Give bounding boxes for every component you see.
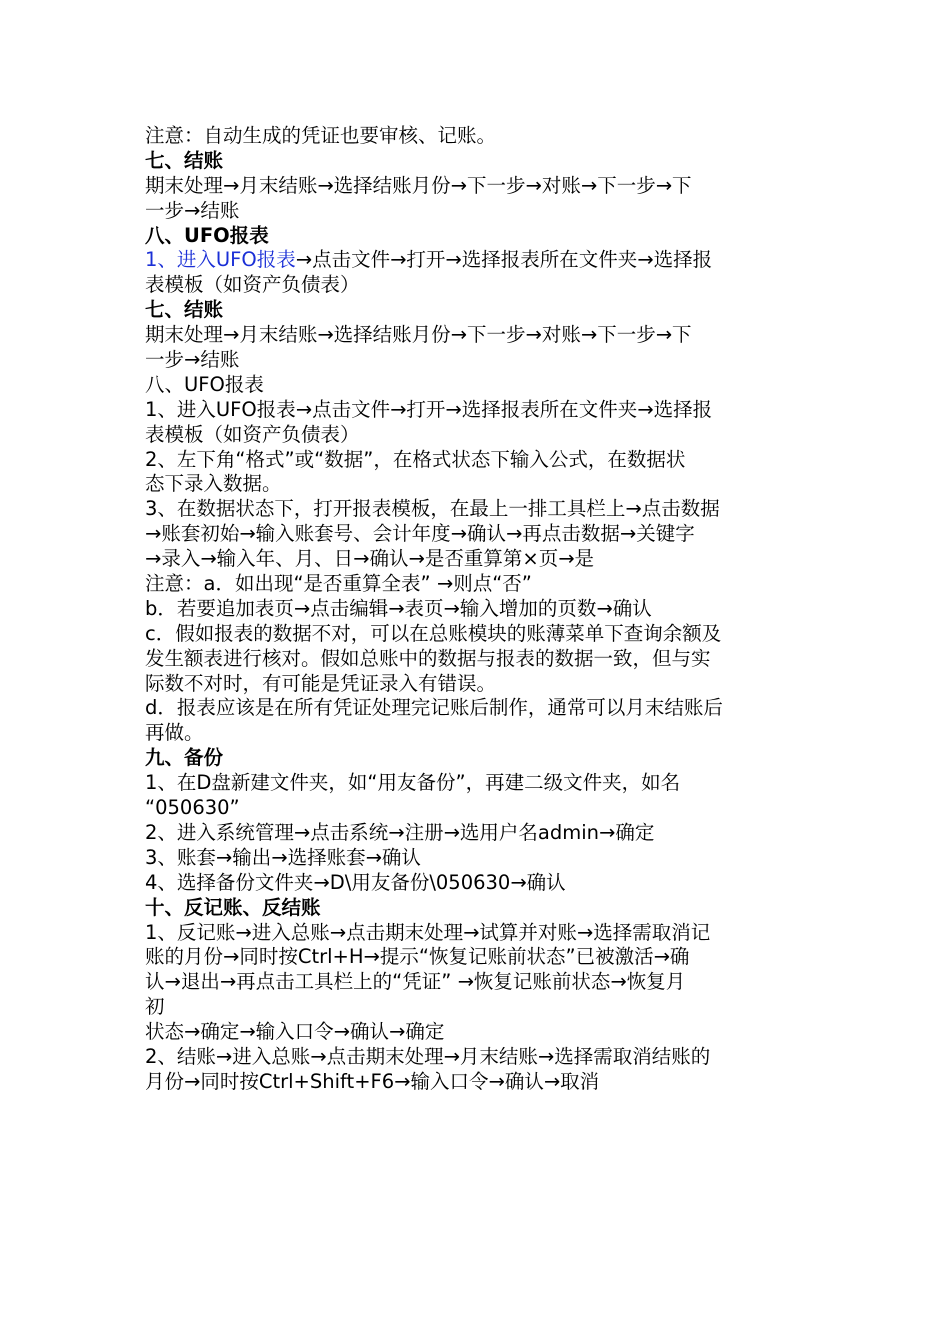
text-line (145, 647, 810, 672)
text-line (145, 871, 810, 896)
line-text: 1、进入UFO报表→点击文件→打开→选择报表所在文件夹→选择报 (145, 397, 713, 421)
text-line (145, 497, 810, 522)
link-text[interactable]: 1、进入UFO报表 (145, 248, 296, 272)
line-text: 七、结账 (145, 148, 224, 172)
document-body (145, 124, 810, 1095)
text-line (145, 970, 810, 995)
line-text: d．报表应该是在所有凭证处理完记账后制作，通常可以月末结账后 (145, 696, 723, 720)
line-text: 十、反记账、反结账 (145, 895, 321, 919)
text-line (145, 821, 810, 846)
text-line (145, 796, 810, 821)
line-text: 表模板（如资产负债表） (145, 422, 360, 446)
section-heading (145, 224, 810, 249)
line-text: “050630” (145, 796, 240, 820)
line-text: 2、进入系统管理→点击系统→注册→选用户名admin→确定 (145, 820, 655, 844)
text-line (145, 696, 810, 721)
line-text: 3、账套→输出→选择账套→确认 (145, 845, 421, 869)
text-line (145, 423, 810, 448)
line-text: 期末处理→月末结账→选择结账月份→下一步→对账→下一步→下 (145, 323, 692, 347)
text-line (145, 721, 810, 746)
text-line (145, 472, 810, 497)
text-line (145, 448, 810, 473)
text-line (145, 398, 810, 423)
text-line (145, 323, 810, 348)
text-line (145, 597, 810, 622)
line-text: 1、反记账→进入总账→点击期末处理→试算并对账→选择需取消记 (145, 920, 711, 944)
line-text: 一步→结账 (145, 198, 240, 222)
section-heading (145, 896, 810, 921)
text-line (145, 846, 810, 871)
text-line (145, 672, 810, 697)
line-text: 状态→确定→输入口令→确认→确定 (145, 1020, 445, 1044)
line-text: →录入→输入年、月、日→确认→是否重算第×页→是 (145, 547, 595, 571)
line-text: 注意：自动生成的凭证也要审核、记账。 (145, 124, 497, 147)
text-line (145, 348, 810, 373)
line-text: 账的月份→同时按Ctrl+H→提示“恢复记账前状态”已被激活→确 (145, 945, 690, 969)
line-text: 际数不对时，有可能是凭证录入有错误。 (145, 671, 497, 695)
text-line (145, 572, 810, 597)
section-heading (145, 149, 810, 174)
text-line (145, 373, 810, 398)
line-text: 态下录入数据。 (145, 472, 282, 496)
line-text: b．若要追加表页→点击编辑→表页→输入增加的页数→确认 (145, 596, 652, 620)
line-text: 认→退出→再点击工具栏上的“凭证” →恢复记账前状态→恢复月 (145, 970, 686, 994)
line-text: 2、左下角“格式”或“数据”，在格式状态下输入公式，在数据状 (145, 447, 686, 471)
text-line (145, 174, 810, 199)
line-text: 2、结账→进入总账→点击期末处理→月末结账→选择需取消结账的 (145, 1044, 711, 1068)
line-text: 期末处理→月末结账→选择结账月份→下一步→对账→下一步→下 (145, 173, 692, 197)
line-text: 一步→结账 (145, 348, 240, 372)
line-text: 3、在数据状态下，打开报表模板，在最上一排工具栏上→点击数据 (145, 497, 720, 521)
text-line (145, 945, 810, 970)
line-text: 初 (145, 995, 165, 1019)
line-text: c．假如报表的数据不对，可以在总账模块的账薄菜单下查询余额及 (145, 621, 722, 645)
text-line (145, 995, 810, 1020)
line-text: →账套初始→输入账套号、会计年度→确认→再点击数据→关键字 (145, 522, 695, 546)
text-line (145, 199, 810, 224)
text-line (145, 1070, 810, 1095)
line-text: 4、选择备份文件夹→D\用友备份\050630→确认 (145, 870, 566, 894)
line-text: 月份→同时按Ctrl+Shift+F6→输入口令→确认→取消 (145, 1069, 600, 1093)
text-line (145, 522, 810, 547)
line-text: 1、在D盘新建文件夹，如“用友备份”，再建二级文件夹，如名 (145, 771, 681, 795)
section-heading (145, 298, 810, 323)
line-text: 八、UFO报表 (145, 372, 264, 396)
line-text: 注意：a．如出现“是否重算全表” →则点“否” (145, 572, 532, 596)
text-line (145, 622, 810, 647)
text-line (145, 771, 810, 796)
text-line (145, 1020, 810, 1045)
line-text: 表模板（如资产负债表） (145, 273, 360, 297)
section-heading (145, 746, 810, 771)
line-text: 九、备份 (145, 746, 224, 770)
text-line (145, 124, 810, 149)
text-line (145, 1045, 810, 1070)
text-line (145, 547, 810, 572)
line-text: 再做。 (145, 721, 204, 745)
text-line (145, 273, 810, 298)
line-text: 七、结账 (145, 298, 224, 322)
line-text: 发生额表进行核对。假如总账中的数据与报表的数据一致，但与实 (145, 646, 711, 670)
line-text: →点击文件→打开→选择报表所在文件夹→选择报 (295, 248, 713, 272)
line-text: 八、UFO报表 (145, 223, 269, 247)
text-line (145, 921, 810, 946)
text-line (145, 248, 810, 273)
